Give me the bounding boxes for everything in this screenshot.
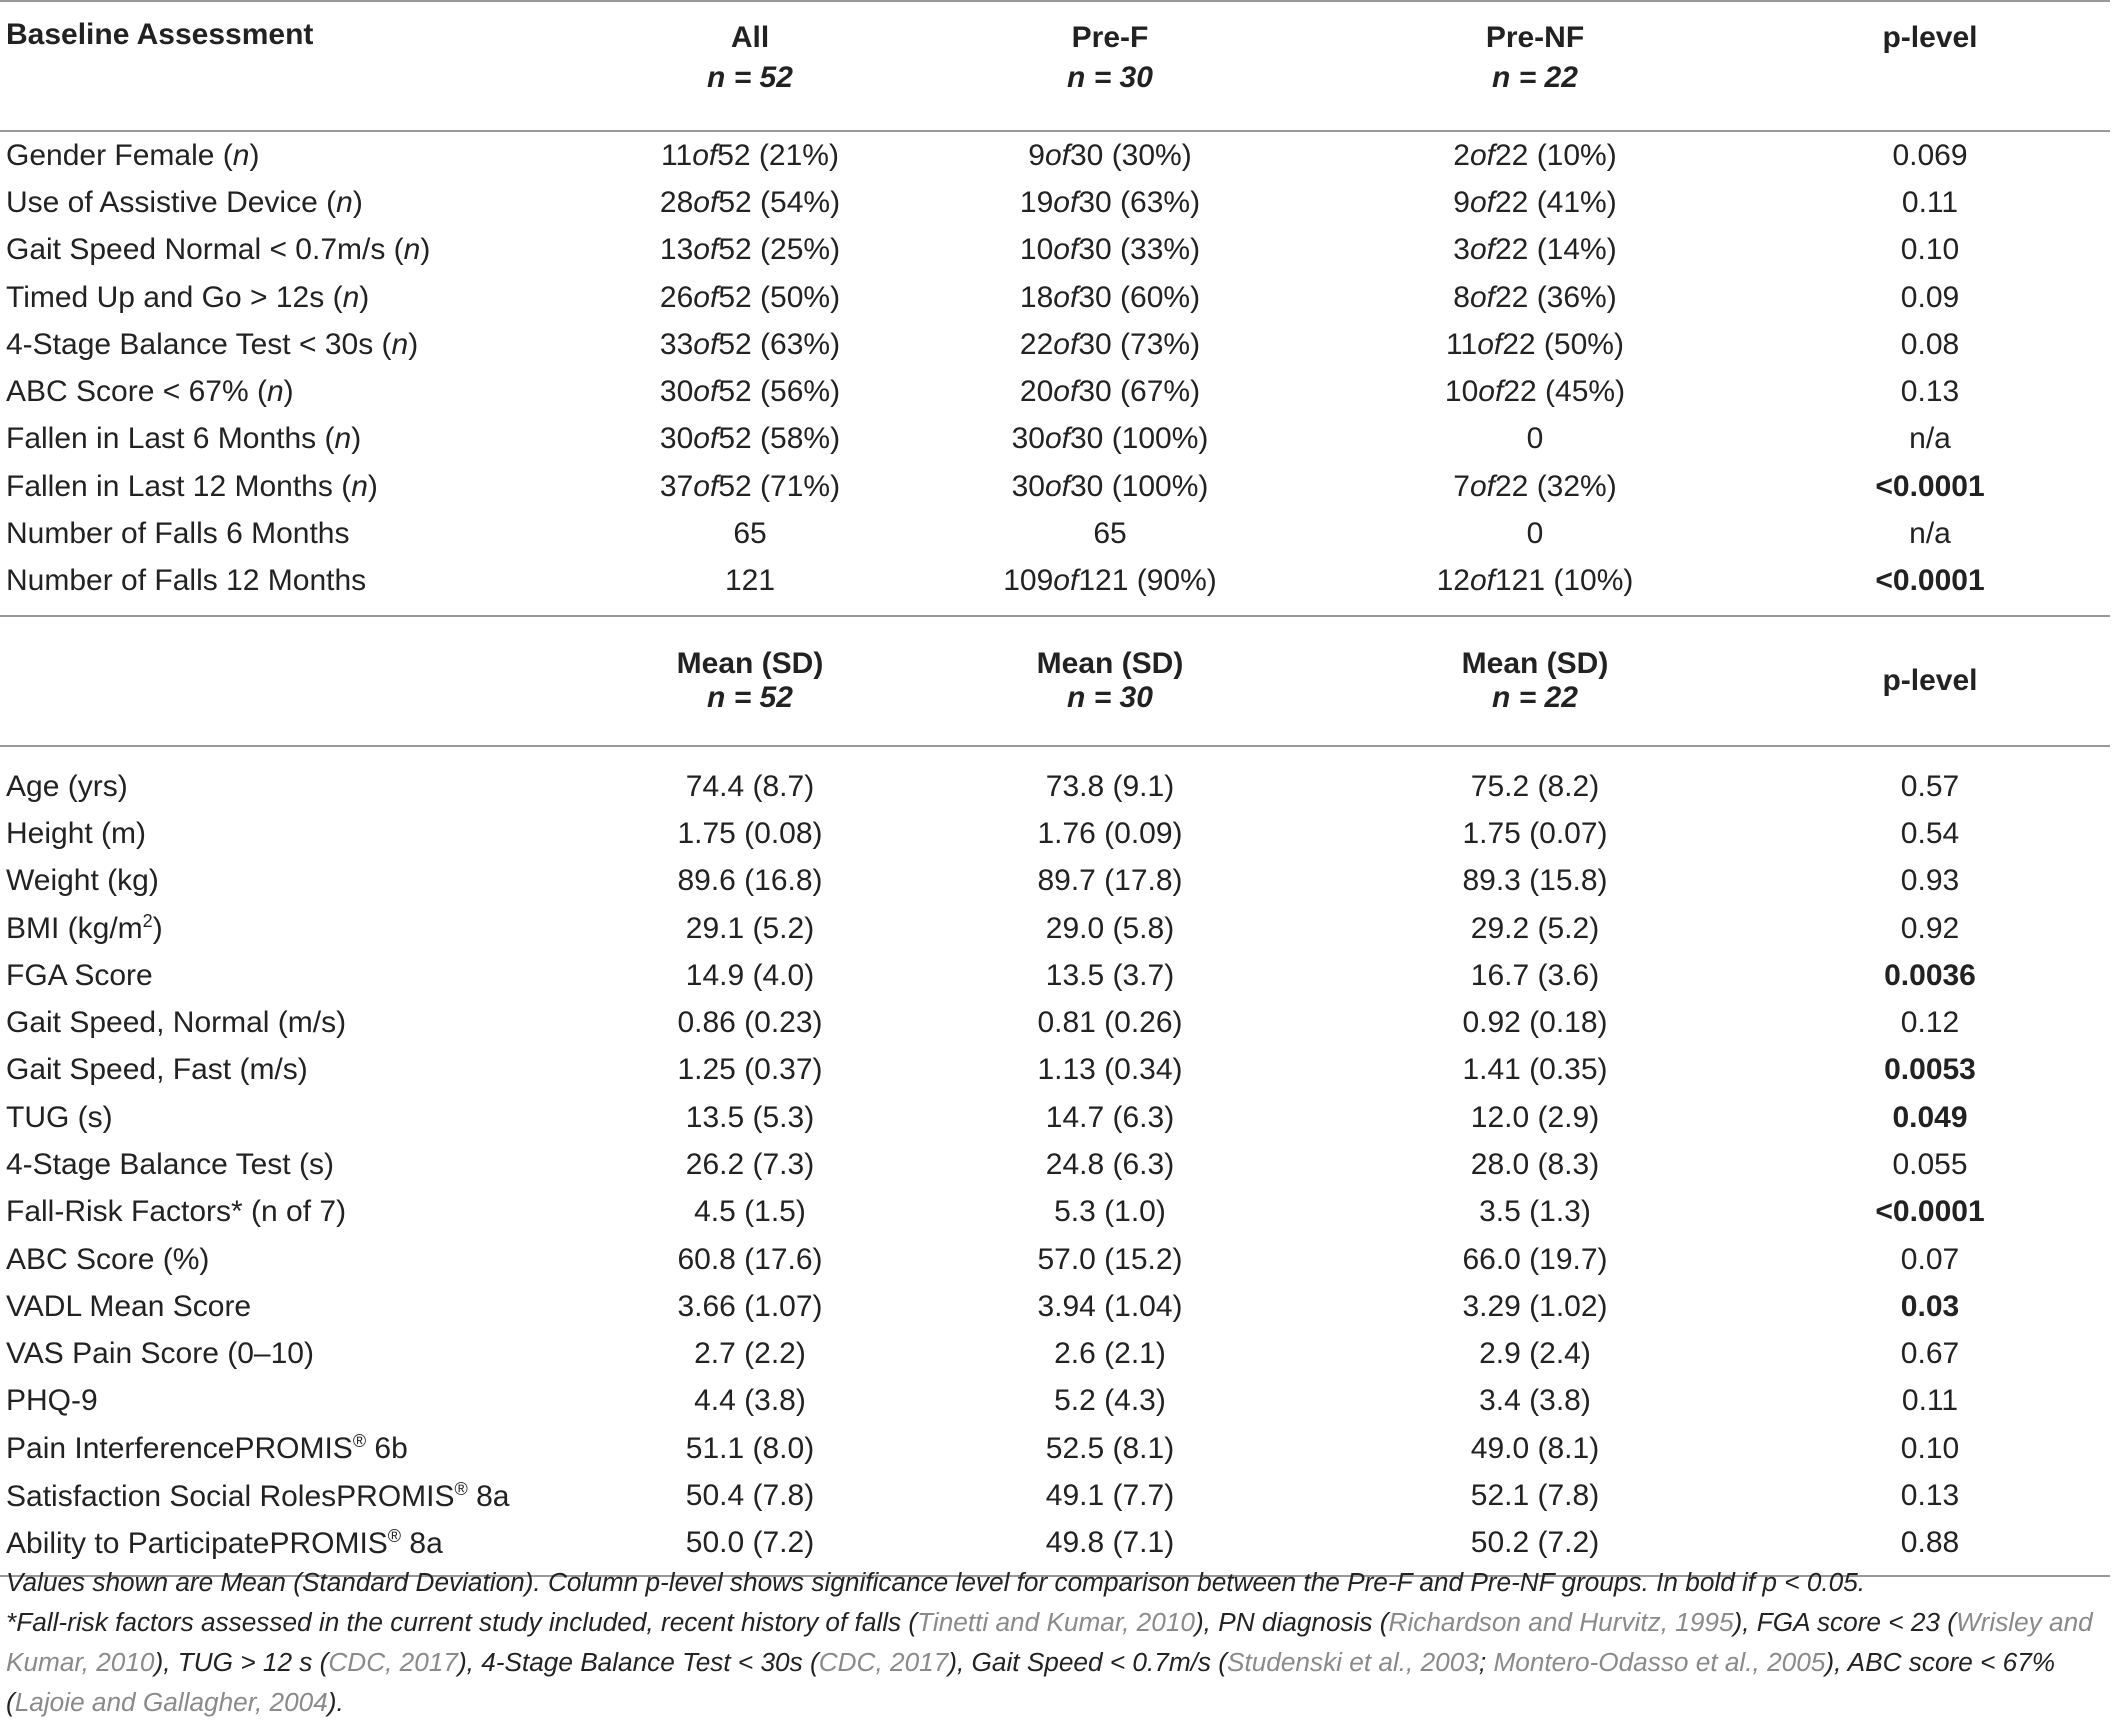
row-label: BMI $(kg/m^2)$ [6,911,163,945]
cell-pre-nf: 2.9 (2.4) [1479,1337,1591,1371]
cell-pre-nf-value: 9of22 (41%) [1453,185,1617,219]
cell-all: 60.8 (17.6) [677,1242,823,1276]
note-text: ). [327,1687,344,1717]
cell-pre-nf [1320,274,1750,321]
header-mean-pre-nf-label: Mean (SD) [1461,646,1609,680]
cell-all: 51.1 (8.0) [685,1431,815,1465]
cell-all-value: 26of52 (50%) [659,280,841,314]
row-label: ABC Score < 67% (n) [6,375,294,409]
n-symbol: n [342,280,360,314]
cell-pre-nf: 3.29 (1.02) [1462,1289,1608,1323]
footnote-values: Values shown are Mean (Standard Deviation). Column p-level shows significance level for comparison between the Pre-F and Pre-NF groups. In bold if p < 0.05. [6,1567,1866,1597]
count-row [0,131,2110,179]
header-pre-nf [1320,1,1750,131]
of-word: of [693,280,719,314]
cell-pre-f: 29.0 (5.8) [1045,911,1175,945]
cell-all [600,227,900,274]
row-label: VAS Pain Score (0–10) [6,1337,314,1371]
cell-p-level: 0.10 [1900,233,1960,267]
of-word: of [1478,375,1504,409]
citation-link: Tinetti and Kumar, 2010 [917,1607,1195,1637]
cell-pre-nf: 75.2 (8.2) [1470,769,1600,803]
row-label: 4-Stage Balance Test (s) [6,1147,334,1181]
cell-pre-f: 73.8 (9.1) [1045,769,1175,803]
n-symbol: n [266,375,284,409]
cell-pre-f-value: 18of30 (60%) [1019,280,1201,314]
cell-pre-nf [1320,416,1750,463]
cell-pre-nf: 0.92 (0.18) [1462,1006,1608,1040]
cell-pre-nf: 1.41 (0.35) [1462,1053,1608,1087]
cell-all-value: 33of52 (63%) [659,327,841,361]
of-word: of [1044,138,1070,172]
cell-pre-f: 89.7 (17.8) [1037,864,1183,898]
header-mean-pre-nf-n: n = 22 [1492,680,1578,714]
count-row [0,274,2110,321]
cell-pre-nf [1320,463,1750,510]
cell-pre-f: 49.1 (7.7) [1045,1479,1175,1513]
cell-p-level: 0.049 [1892,1100,1968,1134]
n-symbol: n [351,469,368,503]
of-word: of [693,375,719,409]
cell-pre-nf: 52.1 (7.8) [1470,1479,1600,1513]
mean-row [0,1472,2110,1519]
cell-all-value: 28of52 (54%) [659,185,841,219]
row-label: Fallen in Last 6 Months (n) [6,422,362,456]
row-label: Gait Speed, Normal (m/s) [6,1006,347,1040]
cell-pre-f-value: 19of30 (63%) [1019,185,1201,219]
mean-row [0,1189,2110,1236]
header-mean-pre-f-n: n = 30 [1067,680,1153,714]
row-label: Gender Female (n) [6,138,260,172]
cell-pre-nf: 12.0 (2.9) [1470,1100,1600,1134]
cell-all [600,179,900,226]
cell-pre-f-value: 10of30 (33%) [1019,233,1201,267]
cell-pre-f: 14.7 (6.3) [1045,1100,1175,1134]
mean-row [0,763,2110,810]
cell-pre-f: 3.94 (1.04) [1037,1289,1183,1323]
cell-pre-f-value: 22of30 (73%) [1019,327,1201,361]
cell-all-value: 11of52 (21%) [661,138,839,172]
cell-p-level: 0.03 [1900,1289,1960,1323]
of-word: of [1469,185,1495,219]
row-label: Timed Up and Go > 12s (n) [6,280,370,314]
superscript: ® [454,1478,468,1499]
note-text: ), Gait Speed < 0.7m/s ( [948,1647,1227,1677]
cell-p-level: 0.055 [1892,1147,1968,1181]
header-mean-pre-f-label: Mean (SD) [1036,646,1184,680]
cell-pre-f: 5.2 (4.3) [1054,1384,1166,1418]
of-word: of [1469,280,1495,314]
cell-pre-f: 57.0 (15.2) [1037,1242,1183,1276]
cell-all: 14.9 (4.0) [685,958,815,992]
header-pre-f-label: Pre-F [1071,21,1149,54]
superscript: ® [352,1431,367,1452]
row-label: Number of Falls 12 Months [6,564,367,598]
cell-all [600,321,900,368]
cell-pre-f: 2.6 (2.1) [1054,1337,1166,1371]
header-baseline-assessment: Baseline Assessment [0,1,600,131]
cell-all: 1.75 (0.08) [677,816,823,850]
cell-all [600,558,900,616]
cell-all: 74.4 (8.7) [685,769,815,803]
mean-row [0,1047,2110,1094]
mean-row [0,1141,2110,1188]
header-mean-all-label: Mean (SD) [676,646,824,680]
cell-pre-nf: 28.0 (8.3) [1470,1147,1600,1181]
mean-row [0,1283,2110,1330]
cell-pre-f: 24.8 (6.3) [1045,1147,1175,1181]
citation-link: CDC, 2017 [818,1647,949,1677]
cell-pre-nf [1320,510,1750,557]
of-word: of [1053,233,1079,267]
cell-pre-nf: 29.2 (5.2) [1470,911,1600,945]
row-label: Age (yrs) [6,769,128,803]
cell-pre-nf-value: 3of22 (14%) [1453,233,1617,267]
count-row [0,227,2110,274]
cell-p-level: 0.12 [1900,1006,1960,1040]
cell-p-level: 0.54 [1900,816,1960,850]
header-mean-pre-nf [1320,616,1750,746]
cell-pre-f [900,131,1320,179]
row-label: Satisfaction Social RolesPROMIS® 8a [6,1478,510,1513]
count-row [0,179,2110,226]
citation-link: Studenski et al., 2003 [1227,1647,1479,1677]
header-all [600,1,900,131]
of-word: of [1044,469,1070,503]
cell-p-level: 0.069 [1892,138,1968,172]
row-label: FGA Score [6,958,153,992]
cell-p-level: <0.0001 [1875,564,1985,598]
row-label: Number of Falls 6 Months [6,517,350,551]
cell-all: 89.6 (16.8) [677,864,823,898]
cell-all [600,274,900,321]
cell-pre-nf: 66.0 (19.7) [1462,1242,1608,1276]
cell-p-level: 0.92 [1900,911,1960,945]
n-symbol: n [232,138,250,172]
cell-all-value: 37of52 (71%) [659,469,841,503]
cell-pre-f: 13.5 (3.7) [1045,958,1175,992]
header-pre-f-n: n = 30 [1067,61,1153,94]
cell-pre-f [900,463,1320,510]
cell-all-value: 30of52 (58%) [659,422,841,456]
cell-all [600,510,900,557]
cell-p-level: 0.07 [1900,1242,1960,1276]
row-label: TUG (s) [6,1100,113,1134]
cell-pre-f: 5.3 (1.0) [1054,1195,1166,1229]
cell-pre-f: 49.8 (7.1) [900,1520,1320,1576]
spacer-row [0,746,2110,763]
cell-p-level: 0.88 [1750,1520,2110,1576]
cell-pre-nf: 16.7 (3.6) [1470,958,1600,992]
of-word: of [693,327,719,361]
cell-pre-f-value: 20of30 (67%) [1019,375,1201,409]
of-word: of [1053,185,1079,219]
spacer-cell [0,746,600,763]
cell-all [600,131,900,179]
of-word: of [1044,422,1070,456]
cell-pre-f: 52.5 (8.1) [1045,1431,1175,1465]
cell-p-level: 0.13 [1900,1479,1960,1513]
cell-all [600,463,900,510]
cell-pre-nf [1320,558,1750,616]
row-label: Gait Speed Normal < 0.7m/s (n) [6,233,431,267]
cell-p-level: 0.09 [1900,280,1960,314]
of-word: of [1053,564,1079,598]
row-label: Gait Speed, Fast (m/s) [6,1053,308,1087]
cell-p-level: 0.08 [1900,327,1960,361]
of-word: of [1053,280,1079,314]
cell-pre-nf-value: 2of22 (10%) [1453,138,1617,172]
row-label: Height (m) [6,816,147,850]
citation-link: Montero-Odasso et al., 2005 [1493,1647,1826,1677]
mean-rows [0,746,2110,1576]
header-p-level-label: p-level [1882,21,1978,54]
header-all-n: n = 52 [707,61,793,94]
mean-row [0,858,2110,905]
cell-pre-nf: 89.3 (15.8) [1462,864,1608,898]
cell-pre-f-value: 30of30 (100%) [1011,469,1209,503]
header-mean-all-n: n = 52 [707,680,793,714]
header-pre-f [900,1,1320,131]
cell-p-level: <0.0001 [1875,1195,1985,1229]
cell-p-level: 0.10 [1900,1431,1960,1465]
cell-all [600,416,900,463]
table-footnotes [6,1562,2106,1722]
cell-pre-nf-value: 11of22 (50%) [1446,327,1624,361]
cell-pre-nf-value: 8of22 (36%) [1453,280,1617,314]
cell-pre-f [900,368,1320,415]
note-text: ; [1478,1647,1494,1677]
cell-pre-nf [1320,321,1750,368]
cell-all [600,368,900,415]
citation-link: Wrisley and Kumar, 2010 [6,1607,2093,1677]
cell-all: 50.4 (7.8) [685,1479,815,1513]
header-mean-pre-f [900,616,1320,746]
cell-pre-nf [1320,368,1750,415]
cell-p-level: 0.57 [1900,769,1960,803]
cell-pre-nf [1320,131,1750,179]
citation-link: CDC, 2017 [328,1647,458,1677]
cell-pre-f: 0.81 (0.26) [1037,1006,1183,1040]
footnote-fall-risk [6,1602,2106,1722]
header-empty [0,616,600,746]
of-word: of [1469,233,1495,267]
cell-pre-nf: 3.5 (1.3) [1479,1195,1591,1229]
cell-p-level: 0.11 [1901,185,1959,219]
cell-pre-f [900,510,1320,557]
of-word: of [693,469,719,503]
note-text: ), 4-Stage Balance Test < 30s ( [457,1647,819,1677]
count-row [0,558,2110,616]
cell-p-level: 0.67 [1900,1337,1960,1371]
cell-pre-nf: 3.4 (3.8) [1479,1384,1591,1418]
cell-all: 13.5 (5.3) [685,1100,815,1134]
cell-all: 50.0 (7.2) [600,1520,900,1576]
of-word: of [693,422,719,456]
header-mean-all [600,616,900,746]
note-text: ), TUG > 12 s ( [154,1647,329,1677]
of-word: of [1469,564,1495,598]
cell-all: 4.4 (3.8) [694,1384,806,1418]
row-label: Use of Assistive Device (n) [6,185,363,219]
header-mean-p-level-label: p-level [1882,663,1978,697]
cell-pre-f [900,558,1320,616]
header-row-means [0,616,2110,746]
note-text: ), FGA score < 23 ( [1733,1607,1956,1637]
cell-p-level: n/a [1909,517,1951,551]
cell-pre-f [900,274,1320,321]
row-label: VADL Mean Score [6,1289,252,1323]
of-word: of [1469,469,1495,503]
note-text: ), ABC score < 67% ( [6,1647,2056,1717]
cell-all: 26.2 (7.3) [685,1147,815,1181]
mean-row [0,1094,2110,1141]
row-label: Ability to ParticipatePROMIS® 8a [0,1520,600,1576]
mean-row [0,999,2110,1046]
header-pre-nf-label: Pre-NF [1485,21,1585,54]
row-label: Fallen in Last 12 Months (n) [6,469,378,503]
cell-pre-nf [1320,227,1750,274]
cell-pre-nf-value: 0 [1526,422,1544,456]
cell-pre-nf-value: 10of22 (45%) [1444,375,1626,409]
mean-row [0,1378,2110,1425]
cell-p-level: 0.93 [1900,864,1960,898]
citation-link: Lajoie and Gallagher, 2004 [14,1687,328,1717]
cell-p-level: 0.11 [1901,1384,1959,1418]
cell-pre-f [900,416,1320,463]
mean-row [0,1236,2110,1283]
mean-row [0,952,2110,999]
superscript: 2 [142,911,153,931]
cell-all-value: 121 [724,564,776,598]
cell-pre-nf-value: 0 [1526,517,1544,551]
count-row [0,321,2110,368]
note-text: *Fall-risk factors assessed in the current study included, recent history of falls ( [6,1607,918,1637]
n-symbol: n [391,327,409,361]
cell-all: 29.1 (5.2) [685,911,815,945]
cell-pre-nf-value: 12of121 (10%) [1436,564,1634,598]
n-symbol: n [334,422,352,456]
n-symbol: n [403,233,421,267]
cell-all: 4.5 (1.5) [694,1195,806,1229]
row-label: ABC Score (%) [6,1242,210,1276]
cell-p-level: 0.0036 [1884,958,1976,992]
mean-row [0,810,2110,857]
cell-pre-f-value: 109of121 (90%) [1003,564,1217,598]
cell-pre-f [900,321,1320,368]
mean-row [0,905,2110,952]
of-word: of [1477,327,1503,361]
header-pre-nf-n: n = 22 [1492,61,1578,94]
count-row [0,416,2110,463]
cell-pre-f: 1.13 (0.34) [1037,1053,1183,1087]
count-row [0,368,2110,415]
mean-header [0,616,2110,746]
cell-all-value: 13of52 (25%) [659,233,841,267]
of-word: of [692,138,718,172]
of-word: of [693,233,719,267]
header-mean-p-level [1750,616,2110,746]
row-label: PHQ-9 [6,1384,98,1418]
cell-p-level: 0.13 [1900,375,1960,409]
of-word: of [693,185,719,219]
cell-p-level: <0.0001 [1875,469,1985,503]
cell-pre-nf: 49.0 (8.1) [1470,1431,1600,1465]
count-rows [0,131,2110,616]
cell-pre-f-value: 65 [1093,517,1127,551]
cell-pre-nf: 1.75 (0.07) [1462,816,1608,850]
count-row [0,510,2110,557]
cell-pre-f-value: 30of30 (100%) [1011,422,1209,456]
cell-all: 0.86 (0.23) [677,1006,823,1040]
cell-pre-nf [1320,179,1750,226]
cell-pre-f: 1.76 (0.09) [1037,816,1183,850]
mean-row [0,1331,2110,1378]
header-p-level [1750,1,2110,131]
cell-all-value: 30of52 (56%) [659,375,841,409]
cell-pre-nf: 50.2 (7.2) [1320,1520,1750,1576]
header-row-counts [0,1,2110,131]
header-all-label: All [730,21,770,54]
citation-link: Richardson and Hurvitz, 1995 [1388,1607,1734,1637]
cell-pre-f-value: 9of30 (30%) [1028,138,1192,172]
mean-row [0,1425,2110,1472]
cell-pre-f [900,227,1320,274]
cell-all: 2.7 (2.2) [694,1337,806,1371]
cell-all-value: 65 [733,517,767,551]
cell-pre-f [900,179,1320,226]
cell-all: 3.66 (1.07) [677,1289,823,1323]
superscript: ® [387,1525,402,1546]
cell-pre-nf-value: 7of22 (32%) [1453,469,1617,503]
cell-all: 1.25 (0.37) [677,1053,823,1087]
cell-p-level: 0.0053 [1884,1053,1976,1087]
row-label: Fall-Risk Factors* (n of 7) [6,1195,347,1229]
of-word: of [1053,375,1079,409]
n-symbol: n [336,185,353,219]
of-word: of [1469,138,1495,172]
note-text: ), PN diagnosis ( [1194,1607,1389,1637]
row-label: Weight (kg) [6,864,159,898]
row-label: Pain InterferencePROMIS® 6b [6,1431,408,1466]
cell-p-level: n/a [1909,422,1951,456]
of-word: of [1053,327,1079,361]
count-row [0,463,2110,510]
row-label: 4-Stage Balance Test < 30s (n) [6,327,419,361]
